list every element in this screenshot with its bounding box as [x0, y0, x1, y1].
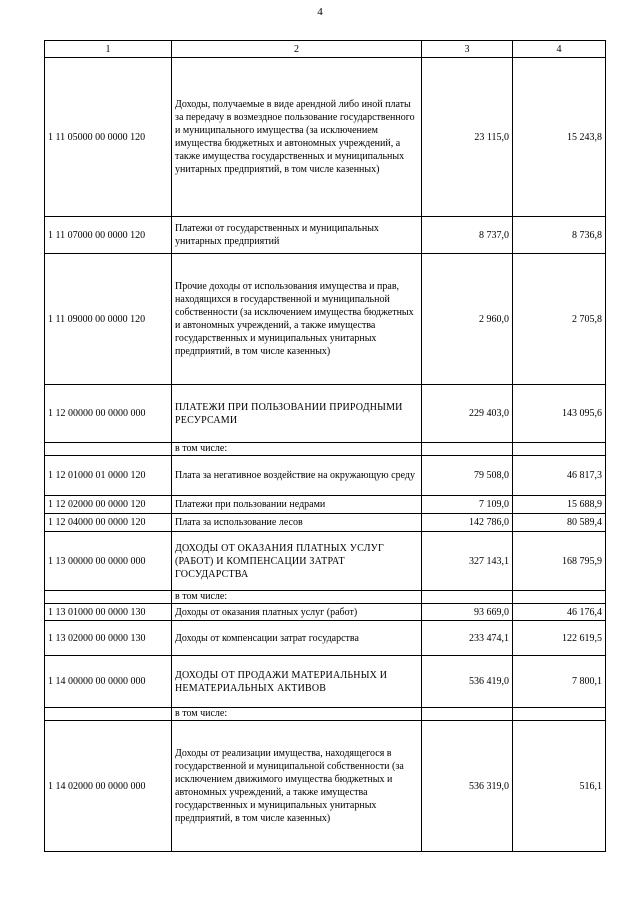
income-code-cell: 1 12 02000 00 0000 120: [45, 496, 172, 514]
plan-value-cell: [422, 443, 513, 456]
income-code-cell: 1 14 02000 00 0000 000: [45, 721, 172, 852]
income-name-cell: Доходы от реализации имущества, находящегося в государственной и муниципальной собственности (за исключением движимого имущества бюджетных и автономных учреждений, а также имущества государственных и муниципальных унитарных предприятий, в том числе казенных): [172, 721, 422, 852]
page-number: 4: [317, 6, 323, 18]
plan-value-cell: 229 403,0: [422, 385, 513, 443]
income-name-cell: Доходы от оказания платных услуг (работ): [172, 604, 422, 621]
actual-value-cell: 516,1: [513, 721, 606, 852]
income-name-cell: ДОХОДЫ ОТ ОКАЗАНИЯ ПЛАТНЫХ УСЛУГ (РАБОТ) И КОМПЕНСАЦИИ ЗАТРАТ ГОСУДАРСТВА: [172, 532, 422, 591]
income-name-cell: Платежи от государственных и муниципальных унитарных предприятий: [172, 217, 422, 254]
income-code-cell: [45, 443, 172, 456]
table-row: [45, 58, 606, 217]
income-name-cell: Доходы от компенсации затрат государства: [172, 621, 422, 656]
plan-value-cell: 93 669,0: [422, 604, 513, 621]
column-header-name: 2: [172, 41, 422, 58]
income-code-cell: [45, 708, 172, 721]
table-row: [45, 708, 606, 721]
income-code-cell: 1 14 00000 00 0000 000: [45, 656, 172, 708]
income-code-cell: 1 12 04000 00 0000 120: [45, 514, 172, 532]
table-row: [45, 721, 606, 852]
plan-value-cell: 142 786,0: [422, 514, 513, 532]
table-row: [45, 604, 606, 621]
income-code-cell: [45, 591, 172, 604]
actual-value-cell: 46 817,3: [513, 456, 606, 496]
income-name-cell: в том числе:: [172, 591, 422, 604]
income-code-cell: 1 12 00000 00 0000 000: [45, 385, 172, 443]
income-name-cell: Плата за использование лесов: [172, 514, 422, 532]
column-header-actual: 4: [513, 41, 606, 58]
actual-value-cell: [513, 591, 606, 604]
actual-value-cell: 8 736,8: [513, 217, 606, 254]
plan-value-cell: 7 109,0: [422, 496, 513, 514]
income-code-cell: 1 13 02000 00 0000 130: [45, 621, 172, 656]
income-name-cell: Плата за негативное воздействие на окружающую среду: [172, 456, 422, 496]
actual-value-cell: 122 619,5: [513, 621, 606, 656]
actual-value-cell: 2 705,8: [513, 254, 606, 385]
actual-value-cell: [513, 443, 606, 456]
income-name-cell: Платежи при пользовании недрами: [172, 496, 422, 514]
actual-value-cell: 80 589,4: [513, 514, 606, 532]
plan-value-cell: [422, 591, 513, 604]
actual-value-cell: 15 243,8: [513, 58, 606, 217]
column-header-plan: 3: [422, 41, 513, 58]
actual-value-cell: [513, 708, 606, 721]
income-name-cell: ПЛАТЕЖИ ПРИ ПОЛЬЗОВАНИИ ПРИРОДНЫМИ РЕСУРСАМИ: [172, 385, 422, 443]
income-code-cell: 1 13 01000 00 0000 130: [45, 604, 172, 621]
table-header-row: [45, 41, 606, 58]
revenue-table: [44, 40, 606, 852]
income-code-cell: 1 11 05000 00 0000 120: [45, 58, 172, 217]
plan-value-cell: 233 474,1: [422, 621, 513, 656]
table-row: [45, 621, 606, 656]
table-row: [45, 591, 606, 604]
plan-value-cell: 327 143,1: [422, 532, 513, 591]
actual-value-cell: 143 095,6: [513, 385, 606, 443]
income-code-cell: 1 13 00000 00 0000 000: [45, 532, 172, 591]
table-row: [45, 443, 606, 456]
table-row: [45, 456, 606, 496]
table-row: [45, 217, 606, 254]
income-name-cell: ДОХОДЫ ОТ ПРОДАЖИ МАТЕРИАЛЬНЫХ И НЕМАТЕРИАЛЬНЫХ АКТИВОВ: [172, 656, 422, 708]
table-row: [45, 385, 606, 443]
plan-value-cell: 2 960,0: [422, 254, 513, 385]
income-name-cell: в том числе:: [172, 443, 422, 456]
income-name-cell: в том числе:: [172, 708, 422, 721]
table-row: [45, 656, 606, 708]
actual-value-cell: 15 688,9: [513, 496, 606, 514]
actual-value-cell: 46 176,4: [513, 604, 606, 621]
plan-value-cell: [422, 708, 513, 721]
table-row: [45, 514, 606, 532]
table-row: [45, 254, 606, 385]
actual-value-cell: 168 795,9: [513, 532, 606, 591]
column-header-code: 1: [45, 41, 172, 58]
income-name-cell: Прочие доходы от использования имущества и прав, находящихся в государственной и муниципальной собственности (за исключением имущества бюджетных и автономных учреждений, а также имущества государственных и муниципальных унитарных предприятий, в том числе казенных): [172, 254, 422, 385]
plan-value-cell: 79 508,0: [422, 456, 513, 496]
income-code-cell: 1 11 07000 00 0000 120: [45, 217, 172, 254]
plan-value-cell: 23 115,0: [422, 58, 513, 217]
table-row: [45, 532, 606, 591]
income-code-cell: 1 11 09000 00 0000 120: [45, 254, 172, 385]
actual-value-cell: 7 800,1: [513, 656, 606, 708]
table-row: [45, 496, 606, 514]
plan-value-cell: 8 737,0: [422, 217, 513, 254]
plan-value-cell: 536 419,0: [422, 656, 513, 708]
plan-value-cell: 536 319,0: [422, 721, 513, 852]
income-code-cell: 1 12 01000 01 0000 120: [45, 456, 172, 496]
income-name-cell: Доходы, получаемые в виде арендной либо иной платы за передачу в возмездное пользование государственного и муниципального имущества (за исключением имущества бюджетных и автономных учреждений, а также имущества государственных и муниципальных унитарных предприятий, в том числе казенных): [172, 58, 422, 217]
